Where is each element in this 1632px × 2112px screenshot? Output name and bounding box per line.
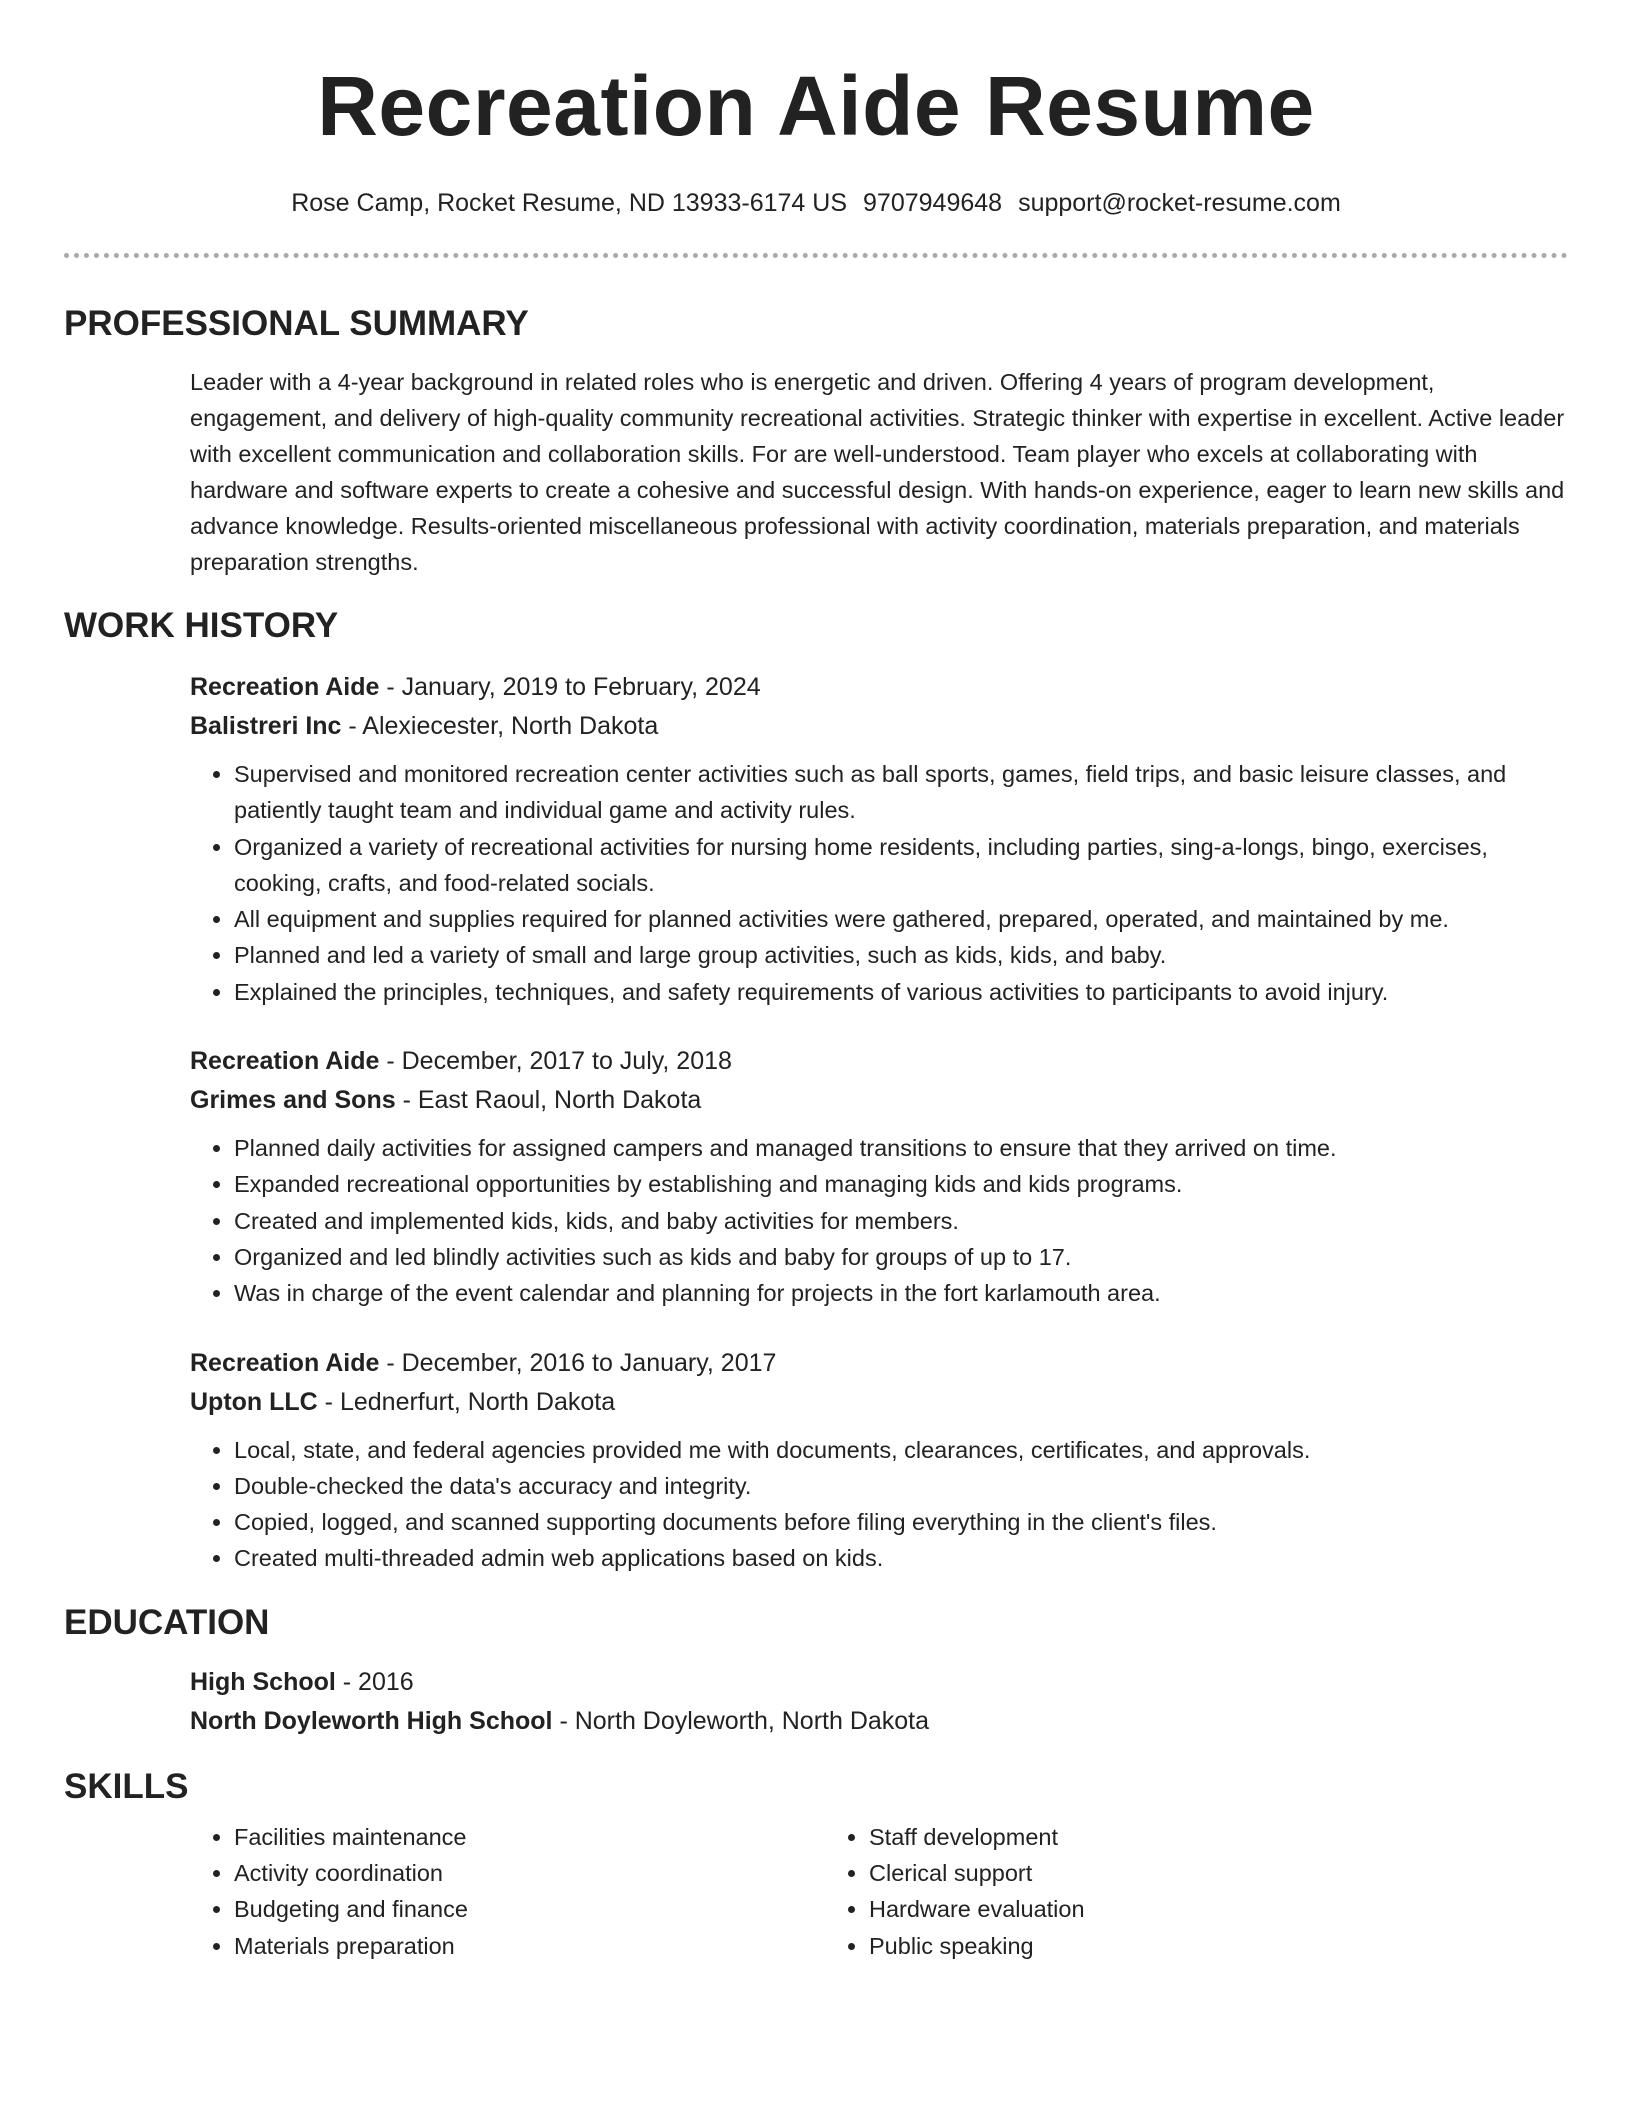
job-bullet: • Copied, logged, and scanned supporting documents before filing everything in the client's files. [234,1504,1568,1540]
education-entry [190,1663,1568,1741]
education-school-line [190,1702,1568,1741]
job-bullet: • Organized and led blindly activities such as kids and baby for groups of up to 17. [234,1239,1568,1275]
skill-item: • Public speaking [869,1928,1460,1964]
skills-column-left [190,1819,825,1964]
job-title: Recreation Aide [190,1047,380,1076]
education-location: - North Doyleworth, North Dakota [552,1706,930,1735]
job-location: - East Raoul, North Dakota [395,1086,702,1115]
job-title-line [190,668,1568,707]
job-bullet: • Created and implemented kids, kids, and baby activities for members. [234,1203,1568,1239]
skill-item: • Staff development [869,1819,1460,1855]
job-entry [190,668,1568,1010]
job-title: Recreation Aide [190,1348,380,1377]
resume-title: Recreation Aide Resume [317,59,1315,153]
job-bullet: • Organized a variety of recreational activities for nursing home residents, including parties, sing-a-longs, bingo, exercises, cooking, crafts, and food-related socials. [234,829,1568,902]
job-bullets [190,1130,1568,1311]
job-location: - Alexiecester, North Dakota [341,712,659,740]
job-location: - Lednerfurt, North Dakota [317,1387,616,1416]
skill-item: • Materials preparation [234,1928,825,1964]
skills-column-right [825,1819,1460,1964]
skill-item: • Facilities maintenance [234,1819,825,1855]
job-company-line [190,1383,1568,1422]
contact-email[interactable]: support@rocket-resume.com [1018,189,1341,217]
job-bullet: • Created multi-threaded admin web applications based on kids. [234,1540,1568,1576]
job-company: Upton LLC [190,1387,318,1416]
skill-item: • Activity coordination [234,1855,825,1891]
job-bullet: • All equipment and supplies required for planned activities were gathered, prepared, operated, and maintained by me. [234,901,1568,937]
job-bullet: • Local, state, and federal agencies provided me with documents, clearances, certificates, and approvals. [234,1432,1568,1468]
education-degree: High School [190,1667,336,1696]
skills-grid [190,1819,1568,1964]
job-entry [190,1344,1568,1577]
job-entry [190,1042,1568,1311]
job-dates: - December, 2016 to January, 2017 [379,1348,777,1377]
job-bullet: • Explained the principles, techniques, and safety requirements of various activities to participants to avoid injury. [234,974,1568,1010]
contact-phone: 9707949648 [863,189,1003,217]
summary-heading: PROFESSIONAL SUMMARY [64,304,529,343]
contact-address: Rose Camp, Rocket Resume, ND 13933-6174 US [291,189,848,217]
skill-item: • Hardware evaluation [869,1891,1460,1927]
skill-item: • Budgeting and finance [234,1891,825,1927]
job-bullet: • Planned daily activities for assigned campers and managed transitions to ensure that they arrived on time. [234,1130,1568,1166]
job-bullets [190,1432,1568,1577]
job-bullet: • Expanded recreational opportunities by establishing and managing kids and kids programs. [234,1166,1568,1202]
job-bullet: • Supervised and monitored recreation center activities such as ball sports, games, field trips, and basic leisure classes, and patiently taught team and individual game and activity rules. [234,756,1568,829]
job-company-line [190,707,1568,746]
header-divider [64,253,1568,258]
job-title-line [190,1042,1568,1081]
job-title-line [190,1344,1568,1383]
skill-item: • Clerical support [869,1855,1460,1891]
job-company: Balistreri Inc [190,712,342,740]
job-bullets [190,756,1568,1010]
job-bullet: • Was in charge of the event calendar and planning for projects in the fort karlamouth area. [234,1275,1568,1311]
job-title: Recreation Aide [190,673,380,701]
summary-text: Leader with a 4-year background in related roles who is energetic and driven. Offering 4 years of program development, engagement, and delivery of high-quality community recreational activities. Strategic thinker with expertise in excellent. Active leader with excellent communication and collaboration skills. For are well-understood. Team player who excels at collaborating with hardware and software experts to create a cohesive and successful design. With hands-on experience, eager to learn new skills and advance knowledge. Results-oriented miscellaneous professional with activity coordination, materials preparation, and materials preparation strengths. [190,369,1565,575]
job-company: Grimes and Sons [190,1086,396,1115]
education-heading: EDUCATION [64,1602,270,1642]
job-dates: - December, 2017 to July, 2018 [379,1047,732,1076]
skills-heading: SKILLS [64,1766,189,1806]
work-history-heading: WORK HISTORY [64,606,339,645]
education-degree-line [190,1663,1568,1702]
contact-line [64,186,1568,220]
education-school: North Doyleworth High School [190,1706,553,1735]
education-year: - 2016 [335,1667,414,1696]
work-history-list [190,668,1568,1577]
job-company-line [190,1081,1568,1120]
job-bullet: • Planned and led a variety of small and large group activities, such as kids, kids, and baby. [234,937,1568,973]
job-bullet: • Double-checked the data's accuracy and integrity. [234,1468,1568,1504]
job-dates: - January, 2019 to February, 2024 [379,673,761,701]
